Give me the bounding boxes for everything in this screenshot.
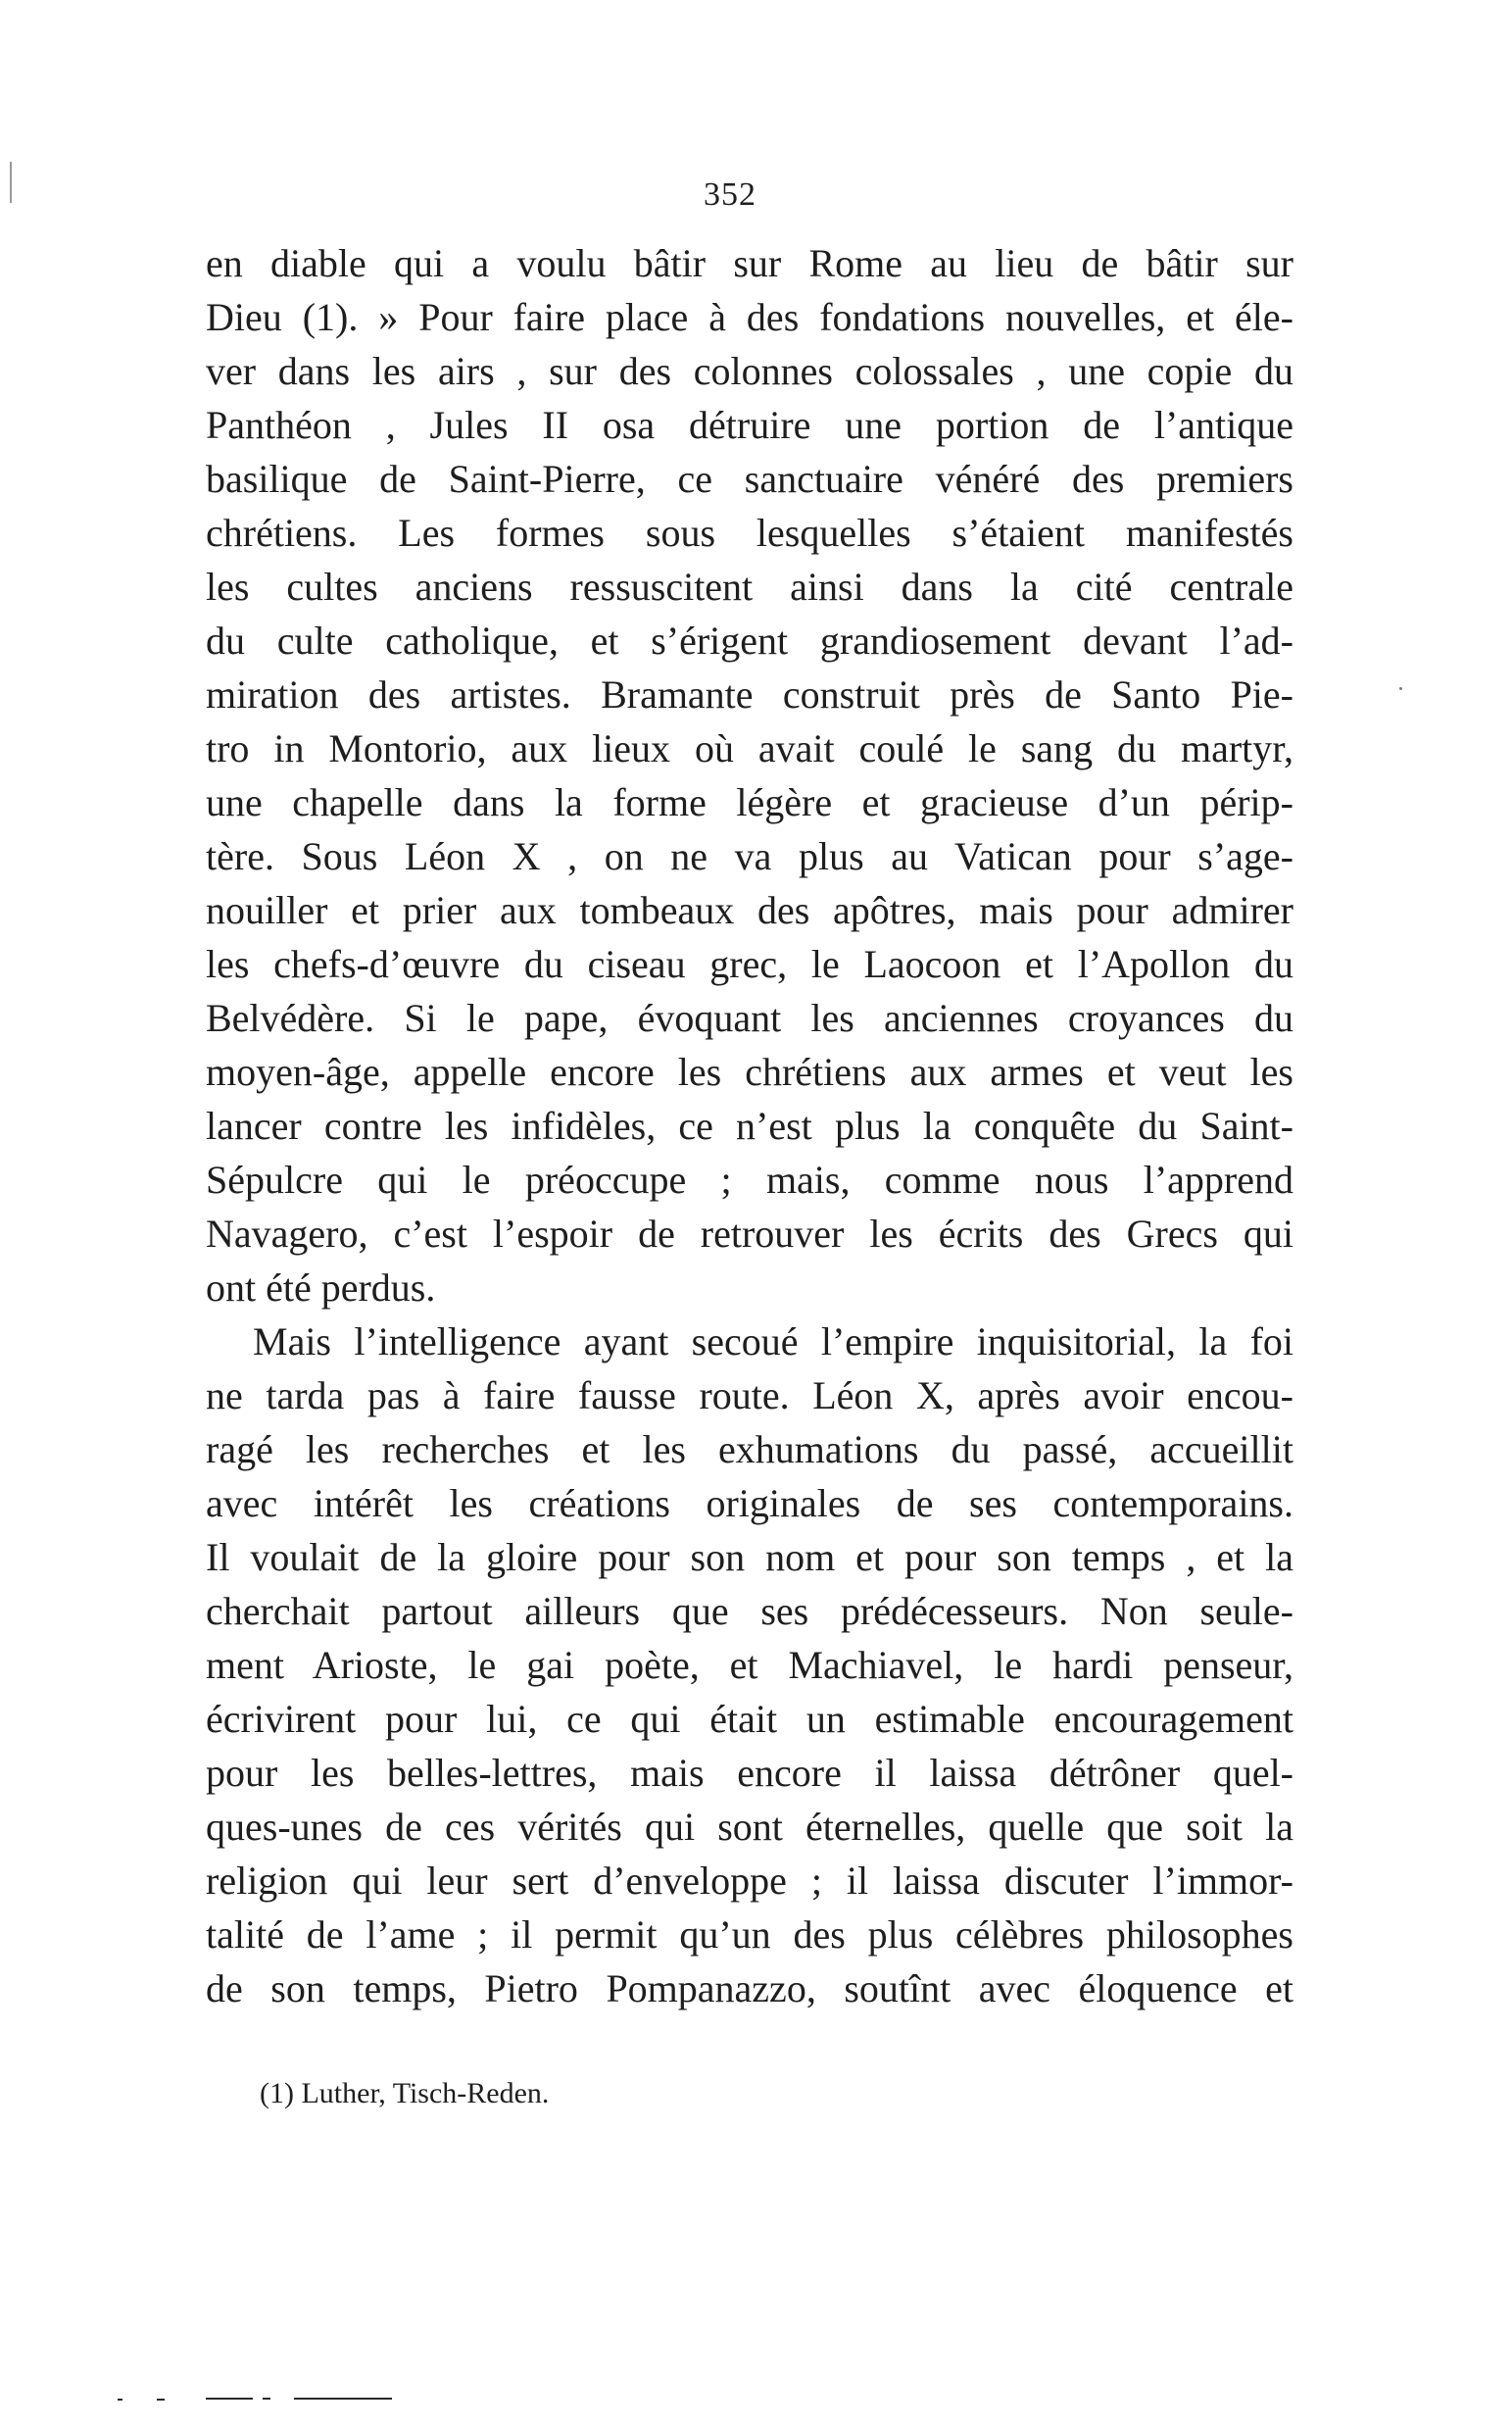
- text-line: ment Arioste, le gai poète, et Machiavel, le hardi penseur,: [206, 1643, 1293, 1687]
- text-line: cherchait partout ailleurs que ses prédécesseurs. Non seule-: [206, 1589, 1293, 1633]
- scan-rule-segment: [157, 2399, 165, 2401]
- text-line: une chapelle dans la forme légère et gracieuse d’un périp-: [206, 780, 1293, 824]
- paragraph-start-line: Mais l’intelligence ayant secoué l’empire inquisitorial, la foi: [253, 1319, 1293, 1363]
- text-line: moyen-âge, appelle encore les chrétiens aux armes et veut les: [206, 1050, 1293, 1094]
- text-line: ragé les recherches et les exhumations du passé, accueillit: [206, 1427, 1293, 1471]
- scan-rule-segment: [206, 2398, 253, 2400]
- text-line: Dieu (1). » Pour faire place à des fondations nouvelles, et éle-: [206, 295, 1293, 339]
- text-line: ne tarda pas à faire fausse route. Léon X, après avoir encou-: [206, 1373, 1293, 1417]
- text-line: basilique de Saint-Pierre, ce sanctuaire vénéré des premiers: [206, 457, 1293, 501]
- text-line: ver dans les airs , sur des colonnes colossales , une copie du: [206, 349, 1293, 393]
- text-line: nouiller et prier aux tombeaux des apôtres, mais pour admirer: [206, 888, 1293, 932]
- text-line: tère. Sous Léon X , on ne va plus au Vatican pour s’age-: [206, 834, 1293, 878]
- text-line: Sépulcre qui le préoccupe ; mais, comme nous l’apprend: [206, 1158, 1293, 1202]
- text-line: les cultes anciens ressuscitent ainsi dans la cité centrale: [206, 565, 1293, 609]
- scan-rule-segment: [294, 2398, 392, 2400]
- text-line: chrétiens. Les formes sous lesquelles s’étaient manifestés: [206, 511, 1293, 555]
- text-line: talité de l’ame ; il permit qu’un des plus célèbres philosophes: [206, 1912, 1293, 1957]
- scan-rule-segment: [118, 2399, 122, 2401]
- text-line: du culte catholique, et s’érigent grandiosement devant l’ad-: [206, 619, 1293, 663]
- scan-rule-segment: [263, 2398, 270, 2400]
- text-line: avec intérêt les créations originales de ses contemporains.: [206, 1481, 1293, 1525]
- text-line: Il voulait de la gloire pour son nom et pour son temps , et la: [206, 1535, 1293, 1579]
- text-line: de son temps, Pietro Pompanazzo, soutînt avec éloquence et: [206, 1966, 1293, 2010]
- text-line: ques-unes de ces vérités qui sont éternelles, quelle que soit la: [206, 1805, 1293, 1849]
- text-line: Panthéon , Jules II osa détruire une portion de l’antique: [206, 403, 1293, 447]
- text-line: religion qui leur sert d’enveloppe ; il laissa discuter l’immor-: [206, 1859, 1293, 1903]
- text-line: les chefs-d’œuvre du ciseau grec, le Laocoon et l’Apollon du: [206, 942, 1293, 986]
- text-line: écrivirent pour lui, ce qui était un estimable encouragement: [206, 1697, 1293, 1741]
- text-line: en diable qui a voulu bâtir sur Rome au lieu de bâtir sur: [206, 241, 1293, 285]
- text-line: ont été perdus.: [206, 1265, 436, 1310]
- scan-speck: [1399, 687, 1402, 690]
- text-line: tro in Montorio, aux lieux où avait coulé le sang du martyr,: [206, 726, 1293, 770]
- text-line: pour les belles-lettres, mais encore il laissa détrôner quel-: [206, 1751, 1293, 1795]
- text-line: miration des artistes. Bramante construit près de Santo Pie-: [206, 672, 1293, 717]
- text-line: Belvédère. Si le pape, évoquant les anciennes croyances du: [206, 996, 1293, 1040]
- page-number: 352: [704, 176, 756, 213]
- text-line: Navagero, c’est l’espoir de retrouver les écrits des Grecs qui: [206, 1212, 1293, 1256]
- text-line: lancer contre les infidèles, ce n’est plus la conquête du Saint-: [206, 1104, 1293, 1148]
- footnote: (1) Luther, Tisch-Reden.: [260, 2077, 550, 2109]
- scan-margin-mark: [10, 162, 12, 203]
